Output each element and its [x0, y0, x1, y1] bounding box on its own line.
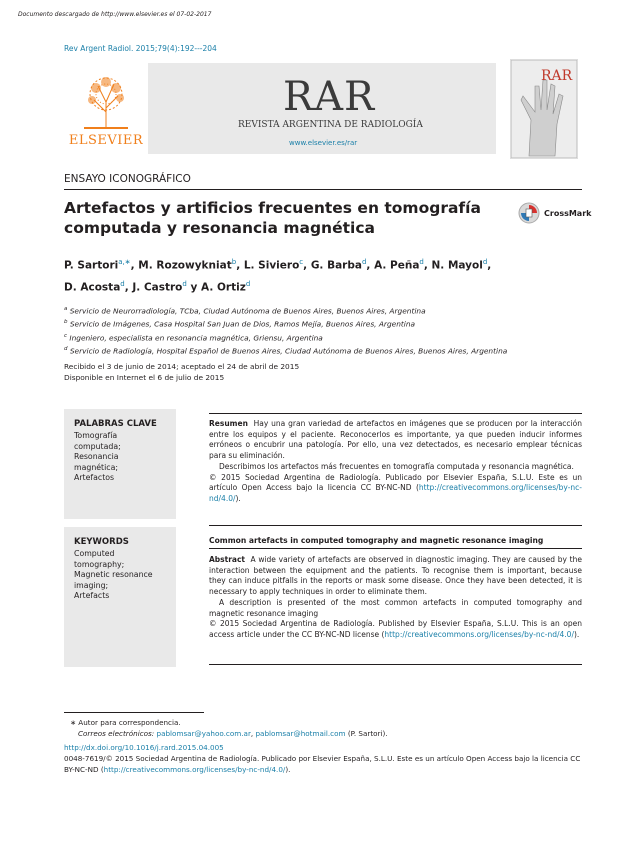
resumen-license-link[interactable]: http://creativecommons.org/licenses/by-nc-nd/4.0/: [209, 483, 582, 503]
section-divider: [64, 189, 582, 190]
article-title: [64, 198, 504, 238]
author-affiliation-mark[interactable]: d: [245, 279, 251, 288]
keyword-item: Resonancia: [74, 452, 119, 461]
affiliation-text: Ingeniero, especialista en resonancia magnética, Griensu, Argentina: [69, 333, 323, 342]
english-title: Common artefacts in computed tomography and magnetic resonance imaging: [209, 536, 544, 545]
author-list: [64, 253, 524, 296]
author-name: A. Peña: [374, 259, 420, 272]
copyright-license-link[interactable]: http://creativecommons.org/licenses/by-nc-nd/4.0/: [103, 764, 286, 774]
crossmark-button[interactable]: [518, 202, 591, 224]
keyword-item: Artefacts: [74, 591, 110, 600]
affiliation-mark: d: [64, 345, 68, 352]
rar-logo: RAR: [283, 74, 376, 120]
author-affiliation-mark[interactable]: a,∗: [118, 258, 131, 266]
author-separator: ,: [130, 259, 139, 272]
author-separator: ,: [236, 259, 244, 272]
abstract-copyright-end: ).: [573, 629, 580, 639]
email-line: Correos electrónicos: pablomsar@yahoo.com.ar, pablomsar@hotmail.com (P. Sartori).: [78, 729, 388, 738]
resumen-copyright: © 2015 Sociedad Argentina de Radiología. Publicado por Elsevier España, S.L.U. Este es un artículo Open Access bajo la licencia CC BY-NC-ND (: [209, 472, 582, 493]
keyword-item: Artefactos: [74, 473, 115, 482]
author-affiliation-mark[interactable]: d: [361, 258, 367, 266]
author-name: P. Sartori: [64, 259, 119, 272]
author-separator: ,: [303, 259, 311, 272]
copyright-line: [64, 754, 582, 775]
abstract-label: Abstract: [209, 555, 246, 564]
title-line-2: computada y resonancia magnética: [64, 219, 375, 237]
affiliation-text: Servicio de Imágenes, Casa Hospital San Juan de Dios, Ramos Mejía, Buenos Aires, Argentina: [69, 319, 416, 329]
crossmark-label: CrossMark: [544, 208, 592, 218]
emails-tail: (P. Sartori).: [347, 729, 388, 738]
copyright-text: 0048-7619/© 2015 Sociedad Argentina de Radiología. Publicado por Elsevier España, S.L.U. Este es un artículo Open Access bajo la licencia CC BY-NC-ND (: [64, 754, 581, 774]
doi-link[interactable]: http://dx.doi.org/10.1016/j.rard.2015.04.005: [64, 743, 224, 752]
affiliation-mark: c: [64, 332, 68, 339]
title-line-1: Artefactos y artificios frecuentes en tomografía: [64, 199, 481, 217]
author-separator: ,: [423, 259, 432, 272]
resumen-copyright-end: ).: [235, 493, 241, 503]
copyright-end: ).: [285, 764, 291, 774]
resumen-label: Resumen: [209, 419, 248, 428]
abstract-end-divider: [209, 664, 582, 665]
cover-rar-logo: RAR: [541, 68, 573, 84]
author-name: J. Castro: [132, 281, 183, 293]
author-name: G. Barba: [310, 259, 362, 272]
author-name: A. Ortiz: [201, 281, 246, 293]
affiliation-item: [64, 344, 507, 357]
author-name: L. Siviero: [243, 259, 300, 272]
author-separator: ,: [487, 259, 492, 272]
abstract-copyright: © 2015 Sociedad Argentina de Radiología. Published by Elsevier España, S.L.U. This is an open access article under the CC BY-NC-ND license (: [209, 619, 582, 639]
crossmark-icon: [518, 202, 540, 224]
journal-name: REVISTA ARGENTINA DE RADIOLOGÍA: [238, 120, 423, 130]
english-title-divider: [209, 548, 582, 549]
affiliation-item: [64, 317, 507, 330]
keyword-item: Tomografía: [74, 431, 118, 440]
abstract-p1: A wide variety of artefacts are observed in diagnostic imaging. They are caused by the interaction between the equipment and the patients. To recognise them is important, because they can induce pitfalls in the reports or mask some disease. Once they have been detected, it is necessary to apply techniques in order to eliminate them.: [209, 555, 582, 597]
author-separator: ,: [366, 259, 375, 272]
keyword-item: computada;: [74, 441, 121, 451]
resumen-block: [209, 419, 582, 505]
emails-label: Correos electrónicos:: [78, 729, 155, 738]
keywords-en-box: [64, 527, 176, 667]
keywords-es-box: [64, 409, 176, 519]
article-dates: [64, 362, 299, 383]
journal-reference[interactable]: Rev Argent Radiol. 2015;79(4):192---204: [64, 44, 217, 53]
journal-url-link[interactable]: www.elsevier.es/rar: [289, 139, 358, 147]
author-separator: ,: [124, 281, 133, 293]
author-affiliation-mark[interactable]: d: [120, 279, 125, 288]
email-link-2[interactable]: pablomsar@hotmail.com: [255, 729, 346, 738]
resumen-p2: Describimos los artefactos más frecuentes en tomografía computada y resonancia magnética.: [219, 461, 574, 471]
online-date: Disponible en Internet el 6 de julio de 2015: [64, 372, 225, 382]
author-affiliation-mark[interactable]: b: [231, 258, 237, 266]
keyword-item: magnética;: [74, 462, 118, 472]
elsevier-tree-icon: [76, 72, 136, 130]
section-label: ENSAYO ICONOGRÁFICO: [64, 173, 191, 185]
received-date: Recibido el 3 de junio de 2014; aceptado el 24 de abril de 2015: [64, 362, 300, 371]
author-affiliation-mark[interactable]: d: [482, 258, 488, 266]
abstract-divider: [209, 525, 582, 526]
keyword-item: tomography;: [74, 559, 125, 569]
author-name: M. Rozowykniat: [138, 259, 232, 272]
keyword-item: Computed: [74, 549, 115, 558]
footnote-rule: [64, 712, 204, 713]
resumen-p1: Hay una gran variedad de artefactos en imágenes que se producen por la interacción entre los equipos y el paciente. Reconocerlos es importante, ya que pueden inducir informes erróneos o encubrir una patología. Por ello, una vez detectados, es necesario emplear técnicas para su eliminación.: [209, 419, 582, 461]
abstract-p2: A description is presented of the most common artefacts in computed tomography and magnetic resonance imaging: [209, 597, 582, 618]
email-link-1[interactable]: pablomsar@yahoo.com.ar: [156, 729, 251, 738]
affiliation-text: Servicio de Radiología, Hospital Español de Buenos Aires, Ciudad Autónoma de Buenos Aires, Buenos Aires, Argentina: [69, 346, 508, 356]
journal-cover-thumbnail: [510, 59, 578, 159]
affiliation-text: Servicio de Neurorradiología, TCba, Ciudad Autónoma de Buenos Aires, Buenos Aires, Argentina: [69, 306, 426, 316]
elsevier-wordmark: ELSEVIER: [68, 133, 144, 148]
affiliation-item: [64, 304, 507, 317]
affiliation-mark: b: [64, 319, 68, 326]
abstract-block: [209, 555, 582, 641]
author-affiliation-mark[interactable]: c: [299, 258, 304, 266]
download-note: Documento descargado de http://www.elsevier.es el 07-02-2017: [18, 11, 212, 18]
affiliation-mark: a: [64, 306, 68, 312]
affiliation-item: [64, 331, 507, 344]
author-separator: y: [186, 281, 202, 293]
author-name: N. Mayol: [431, 259, 483, 272]
author-affiliation-mark[interactable]: d: [182, 279, 187, 288]
keywords-es-heading: PALABRAS CLAVE: [74, 419, 157, 429]
keyword-item: imaging;: [74, 580, 109, 590]
abstract-license-link[interactable]: http://creativecommons.org/licenses/by-nc-nd/4.0/: [384, 629, 574, 639]
author-name: D. Acosta: [64, 281, 121, 293]
affiliations: [64, 304, 507, 357]
author-affiliation-mark[interactable]: d: [419, 258, 424, 266]
resumen-divider: [209, 413, 582, 414]
keywords-en-heading: KEYWORDS: [74, 537, 129, 547]
keyword-item: Magnetic resonance: [74, 570, 153, 579]
corresponding-note: ∗ Autor para correspondencia.: [70, 718, 181, 727]
